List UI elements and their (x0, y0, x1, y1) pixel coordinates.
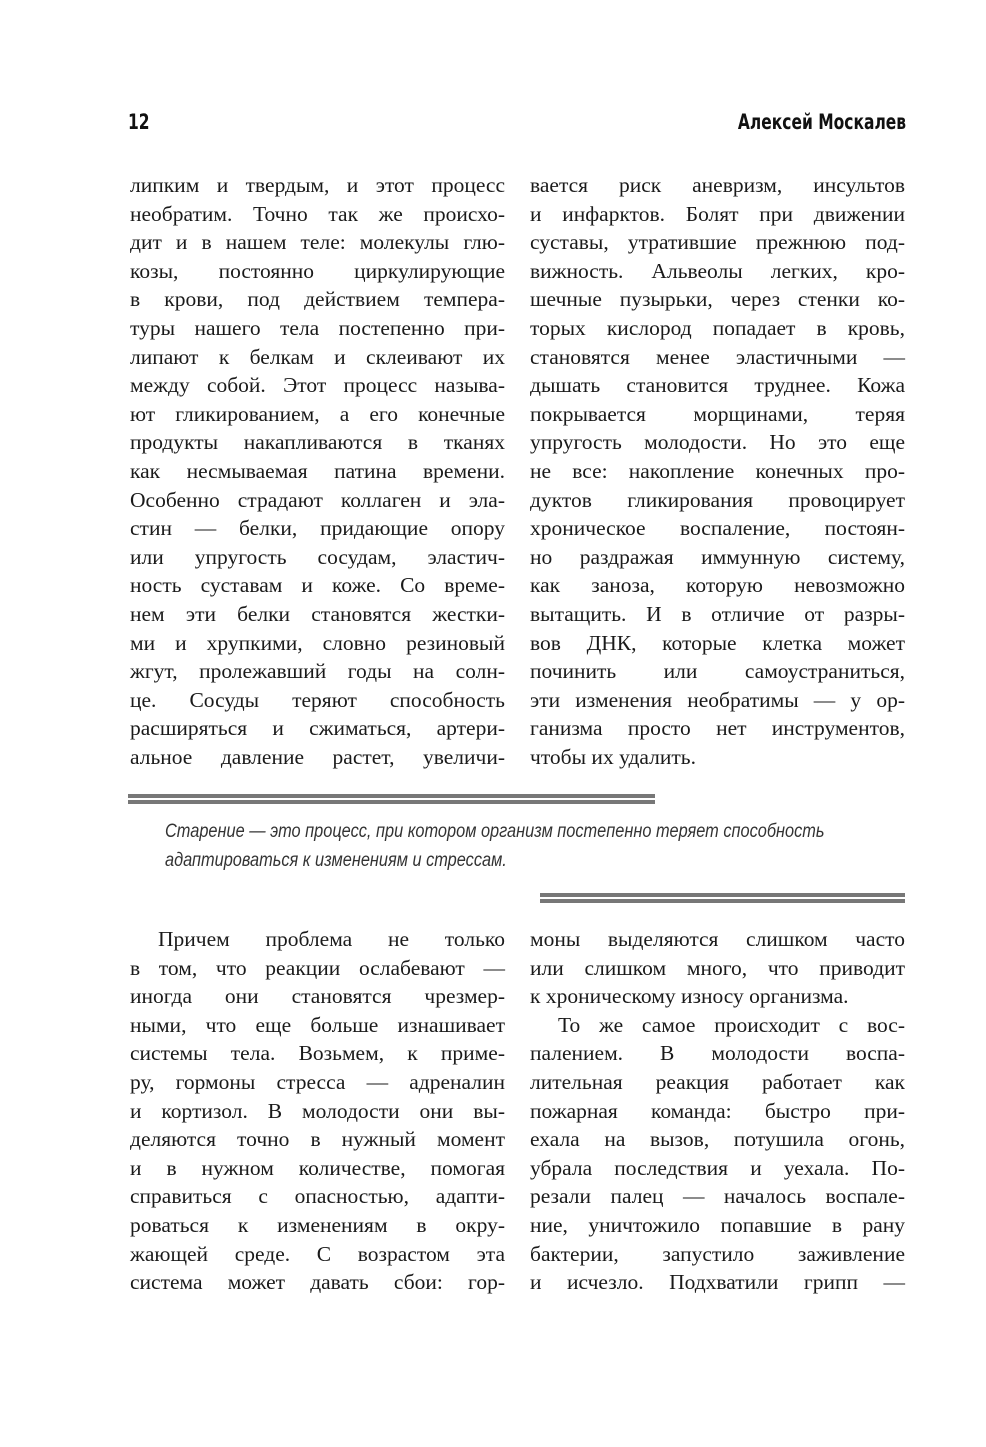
text-line: расширяться и сжиматься, артери- (130, 716, 505, 741)
text-line: ру, гормоны стресса — адреналин (130, 1069, 505, 1094)
text-line: в том, что реакции ослабевают — (130, 955, 505, 980)
text-line: убрала последствия и уехала. По- (530, 1155, 905, 1180)
text-line: вытащить. И в отличие от разры- (530, 601, 905, 626)
text-line: ехала на вызов, потушила огонь, (530, 1127, 905, 1152)
text-line: шечные пузырьки, через стенки ко- (530, 287, 905, 312)
text-line: покрывается морщинами, теряя (530, 401, 905, 426)
text-line: нем эти белки становятся жестки- (130, 601, 505, 626)
text-line: продукты накапливаются в тканях (130, 430, 505, 455)
text-line: бактерии, запустило заживление (530, 1241, 905, 1266)
text-line: вижность. Альвеолы легких, кро- (530, 258, 905, 283)
text-line: в крови, под действием темпера- (130, 287, 505, 312)
text-line: ными, что еще больше изнашивает (130, 1012, 505, 1037)
text-line: вается риск аневризм, инсультов (530, 173, 905, 197)
text-line: но раздражая иммунную систему, (530, 544, 905, 569)
text-line: и кортизол. В молодости они вы- (130, 1098, 505, 1123)
text-line: эти изменения необратимы — у ор- (530, 687, 905, 712)
text-line: липают к белкам и склеивают их (130, 344, 505, 369)
text-line: дуктов гликирования провоцирует (530, 487, 905, 512)
text-line: моны выделяются слишком часто (530, 927, 905, 951)
text-line: становятся менее эластичными — (530, 344, 905, 369)
text-line: Причем проблема не только (158, 927, 505, 951)
text-line: системы тела. Возьмем, к приме- (130, 1041, 505, 1066)
text-line: палением. В молодости воспа- (530, 1041, 905, 1066)
text-line: упругость молодости. Но это еще (530, 430, 905, 455)
text-line: как заноза, которую невозможно (530, 573, 905, 598)
text-line: лительная реакция работает как (530, 1069, 905, 1094)
text-line: це. Сосуды теряют способность (130, 687, 505, 712)
text-line: починить или самоустраниться, (530, 659, 905, 684)
column-bottom-right (530, 925, 905, 1297)
text-line: альное давление растет, увеличи- (130, 744, 505, 769)
text-line: пожарная команда: быстро при- (530, 1098, 905, 1123)
running-header-author: Алексей Москалев (737, 110, 906, 134)
text-line: резали палец — началось воспале- (530, 1184, 905, 1209)
text-line: козы, постоянно циркулирующие (130, 258, 505, 283)
pullquote-rule-top (128, 794, 655, 804)
text-line: дышать становится труднее. Кожа (530, 373, 905, 398)
text-line: жающей среде. С возрастом эта (130, 1241, 505, 1266)
text-line: как несмываемая патина времени. (130, 458, 505, 483)
text-line: или упругость сосудам, эластич- (130, 544, 505, 569)
text-line: ганизма просто нет инструментов, (530, 716, 905, 741)
pullquote-line: Старение — это процесс, при котором организм постепенно теряет способность (165, 821, 825, 842)
pullquote-line: адаптироваться к изменениям и стрессам. (165, 850, 507, 871)
text-line: необратим. Точно так же происхо- (130, 201, 505, 226)
text-line: жгут, пролежавший годы на солн- (130, 659, 505, 684)
text-line: справиться с опасностью, адапти- (130, 1184, 505, 1209)
text-line: между собой. Этот процесс называ- (130, 373, 505, 398)
text-line: туры нашего тела постепенно при- (130, 315, 505, 340)
text-line: липким и твердым, и этот процесс (130, 173, 505, 197)
column-top-left (130, 171, 505, 771)
page-number: 12 (128, 110, 150, 134)
text-line: стин — белки, придающие опору (130, 516, 505, 541)
text-line: ность суставам и коже. Со време- (130, 573, 505, 598)
text-line: хроническое воспаление, постоян- (530, 516, 905, 541)
text-line: и в нужном количестве, помогая (130, 1155, 505, 1180)
text-line: иногда они становятся чрезмер- (130, 984, 505, 1009)
text-line: ми и хрупкими, словно резиновый (130, 630, 505, 655)
text-line: дит и в нашем теле: молекулы глю- (130, 230, 505, 255)
text-line: вов ДНК, которые клетка может (530, 630, 905, 655)
text-line: деляются точно в нужный момент (130, 1127, 505, 1152)
text-line: торых кислород попадает в кровь, (530, 315, 905, 340)
column-top-right (530, 171, 905, 771)
text-line: То же самое происходит с вос- (558, 1012, 905, 1037)
text-line: чтобы их удалить. (530, 744, 696, 769)
pullquote (165, 817, 825, 875)
text-line: и инфарктов. Болят при движении (530, 201, 905, 226)
text-line: к хроническому износу организма. (530, 984, 849, 1009)
text-line: Особенно страдают коллаген и эла- (130, 487, 505, 512)
pullquote-rule-bottom (540, 893, 905, 903)
text-line: суставы, утратившие прежнюю под- (530, 230, 905, 255)
text-line: роваться к изменениям в окру- (130, 1212, 505, 1237)
text-line: не все: накопление конечных про- (530, 458, 905, 483)
column-bottom-left (130, 925, 505, 1297)
text-line: система может давать сбои: гор- (130, 1270, 505, 1295)
text-line: ние, уничтожило попавшие в рану (530, 1212, 905, 1237)
text-line: или слишком много, что приводит (530, 955, 905, 980)
text-line: и исчезло. Подхватили грипп — (530, 1270, 905, 1295)
text-line: ют гликированием, а его конечные (130, 401, 505, 426)
